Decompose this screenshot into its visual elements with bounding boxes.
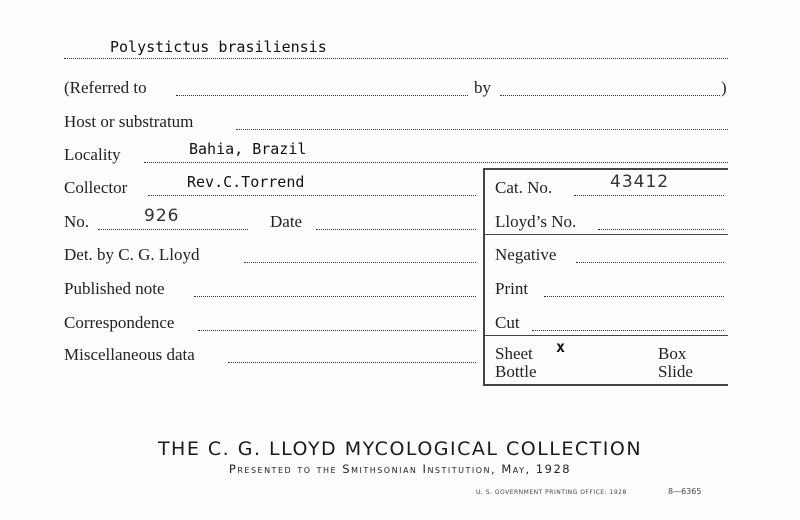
collector-label: Collector [64,178,128,197]
misc-data-line [228,362,476,363]
print-line [544,296,724,297]
cat-no-line [574,195,724,196]
no-line [98,229,248,230]
correspondence-line [198,330,476,331]
date-label: Date [270,212,303,231]
box-bottom-border [483,384,728,386]
species-line [64,58,728,59]
published-note-label: Published note [64,279,165,298]
published-note-line [194,296,476,297]
cat-no-value: 43412 [610,172,670,192]
correspondence-label: Correspondence [64,313,175,332]
lloyds-no-line [598,229,724,230]
sheet-check-mark: x [556,338,566,356]
box-left-border [483,168,485,385]
referred-to-label: (Referred to [64,78,147,97]
box-divider-2 [483,335,728,336]
collection-subtitle: Presented to the Smithsonian Institution, May, 1928 [228,462,572,476]
collector-line [148,195,476,196]
host-label: Host or substratum [64,112,194,131]
host-line [236,129,728,130]
date-line [316,229,476,230]
no-value: 926 [144,206,180,226]
collector-value: Rev.C.Torrend [187,173,305,191]
box-label: Box [658,344,687,363]
det-by-line [244,262,476,263]
bottle-label: Bottle [495,362,537,381]
species-name: Polystictus brasiliensis [110,38,327,56]
box-top-border [483,168,728,170]
box-divider-1 [483,234,728,235]
cat-no-label: Cat. No. [495,178,553,197]
by-line [500,95,720,96]
by-label: by [474,78,491,97]
referred-close: ) [721,78,727,97]
slide-label: Slide [658,362,693,381]
sheet-label: Sheet [495,344,533,363]
referred-to-line [176,95,468,96]
negative-line [576,262,724,263]
collection-title: THE C. G. LLOYD MYCOLOGICAL COLLECTION [157,438,643,460]
print-label: Print [495,279,529,298]
no-label: No. [64,212,90,231]
printer-imprint: U. S. GOVERNMENT PRINTING OFFICE: 1928 [476,489,627,496]
misc-data-label: Miscellaneous data [64,345,195,364]
det-by-label: Det. by C. G. Lloyd [64,245,200,264]
cut-label: Cut [495,313,520,332]
locality-line [144,162,728,163]
locality-label: Locality [64,145,121,164]
form-number: 8—6365 [668,487,702,496]
locality-value: Bahia, Brazil [189,140,307,158]
lloyds-no-label: Lloyd’s No. [495,212,577,231]
negative-label: Negative [495,245,557,264]
cut-line [532,330,724,331]
